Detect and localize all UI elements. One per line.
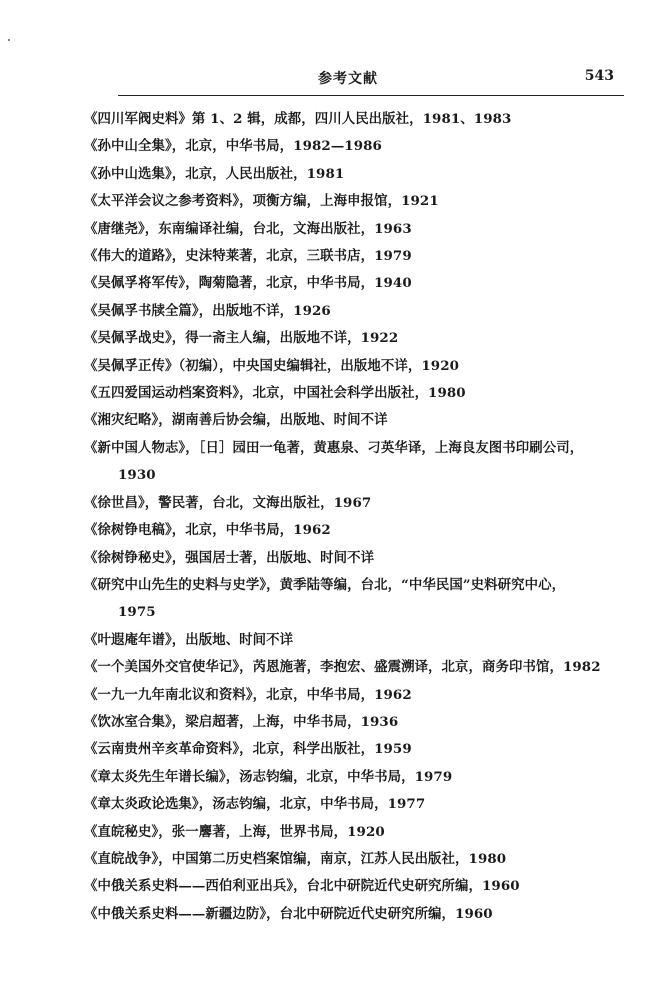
reference-text: 《太平洋会议之参考资料》，项衡方编，上海申报馆，1921 <box>84 193 439 210</box>
reference-entry <box>84 161 624 188</box>
reference-entry <box>84 545 624 572</box>
reference-entry <box>84 270 624 297</box>
reference-text: 《孙中山全集》，北京，中华书局，1982—1986 <box>84 138 382 155</box>
reference-entry <box>84 819 624 846</box>
reference-text: 《一个美国外交官使华记》，芮恩施著，李抱宏、盛震溯译，北京，商务印书馆，1982 <box>84 659 601 676</box>
reference-text: 《徐树铮电稿》，北京，中华书局，1962 <box>84 522 331 539</box>
reference-text: 《吴佩孚将军传》，陶菊隐著，北京，中华书局，1940 <box>84 275 412 292</box>
reference-text: 《叶遐庵年谱》，出版地、时间不详 <box>84 631 294 648</box>
reference-text: 《云南贵州辛亥革命资料》，北京，科学出版社，1959 <box>84 741 412 758</box>
bibliography-list <box>84 106 624 928</box>
reference-entry <box>84 133 624 160</box>
reference-entry <box>84 490 624 517</box>
reference-text: 《直皖秘史》，张一麐著，上海，世界书局，1920 <box>84 823 385 840</box>
reference-entry <box>84 298 624 325</box>
reference-entry <box>84 435 624 490</box>
reference-text: 《四川军阀史料》第 1、2 辑，成都，四川人民出版社，1981、1983 <box>84 111 512 127</box>
reference-text: 《徐树铮秘史》，强国居士著，出版地、时间不详 <box>84 549 375 566</box>
reference-entry <box>84 353 624 380</box>
reference-entry <box>84 380 624 407</box>
reference-text: 《一九一九年南北议和资料》，北京，中华书局，1962 <box>84 686 412 703</box>
reference-text: 《吴佩孚战史》，得一斋主人编，出版地不详，1922 <box>84 330 399 347</box>
reference-entry <box>84 682 624 709</box>
reference-text: 《新中国人物志》，［日］园田一龟著，黄惠泉、刁英华译，上海良友图书印刷公司， <box>84 439 584 456</box>
reference-text: 《直皖战争》，中国第二历史档案馆编，南京，江苏人民出版社，1980 <box>84 850 507 867</box>
reference-text: 《五四爱国运动档案资料》，北京，中国社会科学出版社，1980 <box>84 385 466 402</box>
running-header <box>118 66 620 92</box>
reference-entry <box>84 572 624 627</box>
reference-entry <box>84 407 624 434</box>
reference-continuation: 1975 <box>118 604 156 621</box>
scan-speck <box>8 39 10 41</box>
reference-text: 《饮冰室合集》，梁启超著，上海，中华书局，1936 <box>84 713 399 730</box>
reference-entry <box>84 873 624 900</box>
reference-entry <box>84 764 624 791</box>
reference-text: 《中俄关系史料——西伯利亚出兵》，台北中研院近代史研究所编，1960 <box>84 878 520 895</box>
reference-text: 《中俄关系史料——新疆边防》，台北中研院近代史研究所编，1960 <box>84 905 493 922</box>
reference-entry <box>84 188 624 215</box>
reference-text: 《伟大的道路》，史沫特莱著，北京，三联书店，1979 <box>84 248 412 265</box>
reference-entry <box>84 517 624 544</box>
reference-text: 《吴佩孚正传》（初编），中央国史编辑社，出版地不详，1920 <box>84 357 460 374</box>
reference-text: 《湘灾纪略》，湖南善后协会编，出版地、时间不详 <box>84 412 388 429</box>
reference-entry <box>84 709 624 736</box>
reference-entry <box>84 106 624 133</box>
reference-entry <box>84 736 624 763</box>
reference-text: 《徐世昌》，警民著，台北，文海出版社，1967 <box>84 494 372 511</box>
reference-text: 《孙中山选集》，北京，人民出版社，1981 <box>84 165 345 182</box>
reference-text: 《吴佩孚书牍全篇》，出版地不详，1926 <box>84 302 331 319</box>
page-number: 543 <box>584 68 614 84</box>
reference-entry <box>84 846 624 873</box>
reference-entry <box>84 901 624 928</box>
reference-text: 《章太炎政论选集》，汤志钧编，北京，中华书局，1977 <box>84 796 426 813</box>
reference-entry <box>84 243 624 270</box>
header-rule <box>118 95 624 96</box>
running-header-title: 参考文献 <box>318 71 378 87</box>
reference-entry <box>84 627 624 654</box>
reference-entry <box>84 216 624 243</box>
reference-text: 《唐继尧》，东南编译社编，台北，文海出版社，1963 <box>84 220 412 237</box>
reference-text: 《研究中山先生的史料与史学》，黄季陆等编，台北，“中华民国”史料研究中心， <box>84 576 566 593</box>
reference-continuation: 1930 <box>118 467 156 484</box>
reference-entry <box>84 791 624 818</box>
reference-text: 《章太炎先生年谱长编》，汤志钧编，北京，中华书局，1979 <box>84 768 453 785</box>
reference-entry <box>84 654 624 681</box>
reference-entry <box>84 325 624 352</box>
